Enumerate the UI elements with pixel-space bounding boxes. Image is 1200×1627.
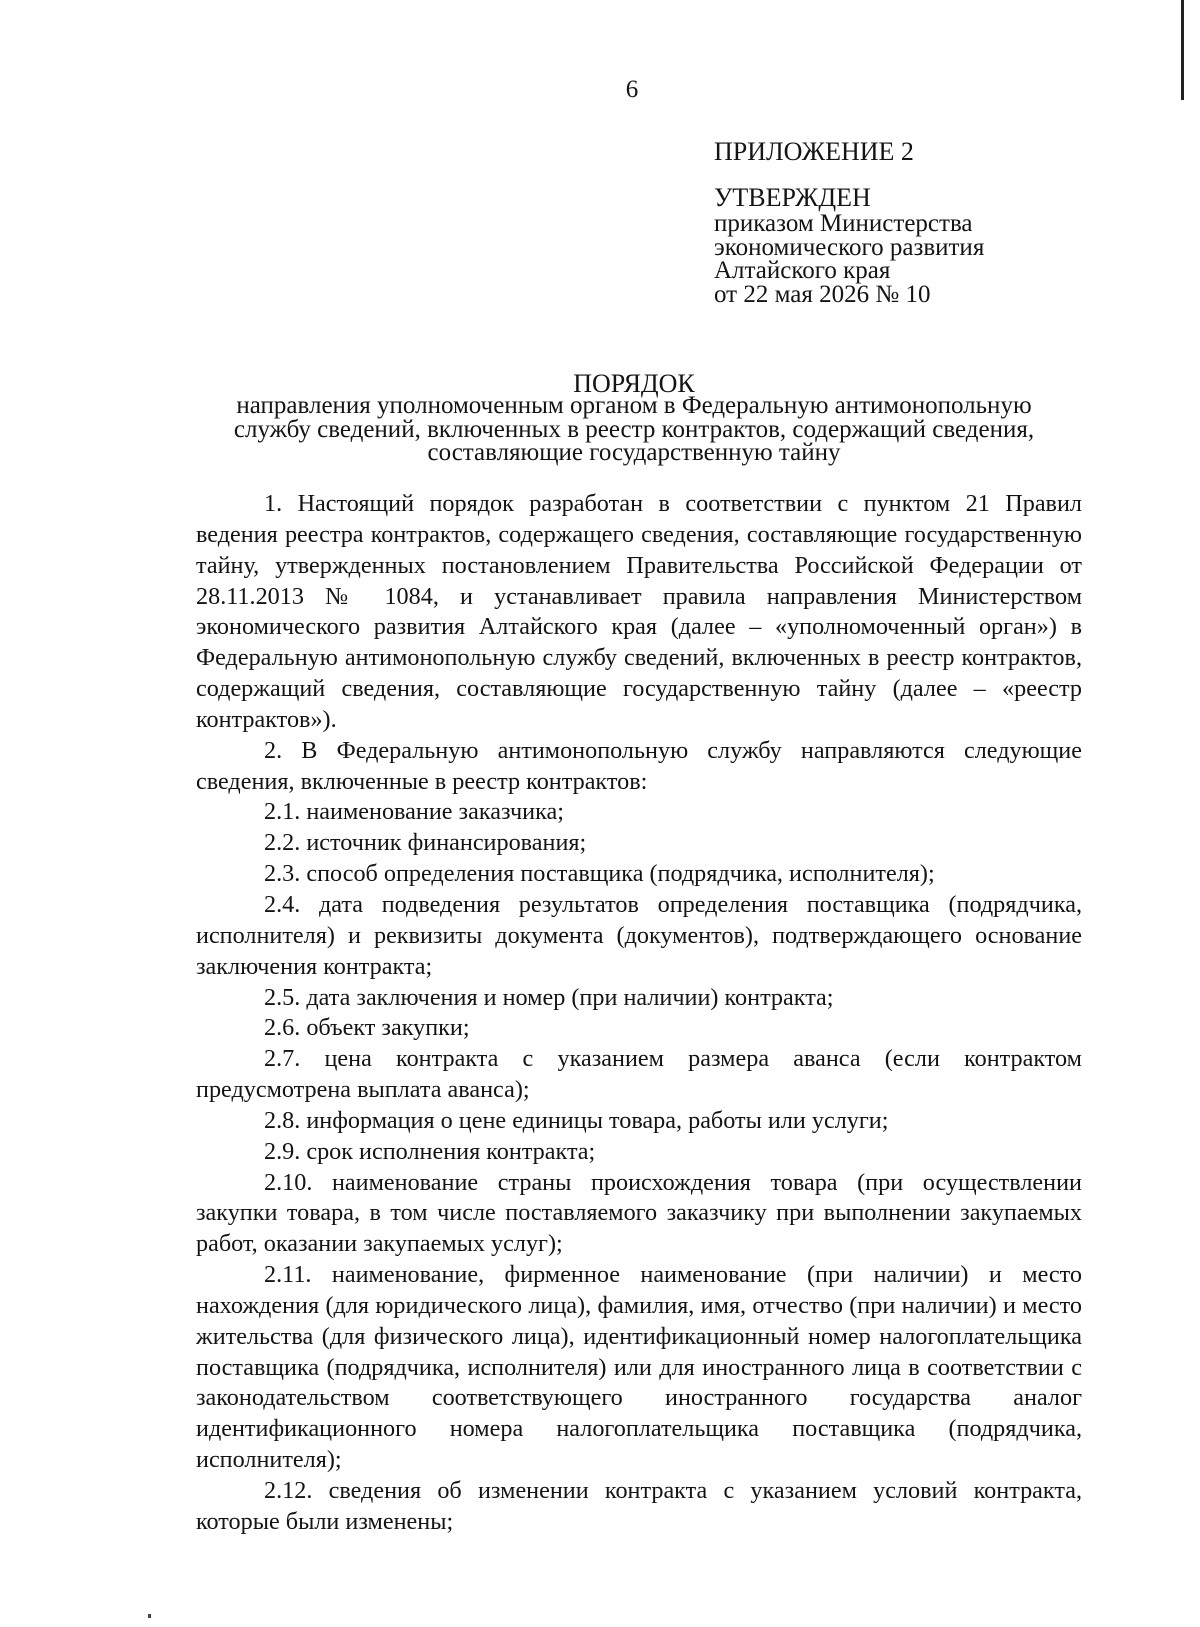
list-item: 2.1. наименование заказчика; (264, 798, 564, 826)
approval-heading: УТВЕРЖДЕН (714, 183, 871, 212)
appendix-label: ПРИЛОЖЕНИЕ 2 (714, 137, 914, 166)
list-item: 2.9. срок исполнения контракта; (264, 1137, 596, 1165)
approval-block (714, 184, 984, 306)
scan-speck (148, 1614, 151, 1618)
list-item: 2.10. наименование страны происхождения товара (при осуществлении закупки товара, в том числе поставляемого заказчику при выполнении закупаемых работ, оказании закупаемых услуг); (196, 1168, 1082, 1258)
approval-line: экономического развития (714, 233, 985, 261)
list-item: 2.12. сведения об изменении контракта с указанием условий контракта, которые были изменены; (196, 1477, 1082, 1535)
document-body (196, 489, 1082, 1538)
approval-line: от 22 мая 2026 № 10 (714, 280, 931, 308)
list-item: 2.11. наименование, фирменное наименование (при наличии) и место нахождения (для юридического лица), фамилия, имя, отчество (при наличии) и место жительства (для физического лица), идентификационный номер налогоплательщика поставщика (подрядчика, исполнителя) или для иностранного лица в соответствии с законодательством соответствующего иностранного государства аналог идентификационного номера налогоплательщика поставщика (подрядчика, исполнителя); (196, 1261, 1082, 1474)
list-item: 2.7. цена контракта с указанием размера аванса (если контрактом предусмотрена выплата аванса); (196, 1045, 1082, 1104)
subtitle-line: направления уполномоченным органом в Федеральную антимонопольную (236, 392, 1032, 419)
list-item: 2.6. объект закупки; (264, 1014, 470, 1042)
page-number: 6 (625, 76, 639, 103)
subtitle-line: составляющие государственную тайну (427, 439, 841, 466)
list-item: 2.8. информация о цене единицы товара, работы или услуги; (264, 1106, 889, 1134)
document-subtitle (180, 394, 1088, 465)
list-item: 2.2. источник финансирования; (264, 829, 587, 857)
paragraph: 2. В Федеральную антимонопольную службу направляются следующие сведения, включенные в реестр контрактов: (196, 736, 1082, 795)
list-item: 2.3. способ определения поставщика (подрядчика, исполнителя); (264, 860, 935, 888)
list-item: 2.5. дата заключения и номер (при наличии) контракта; (264, 983, 834, 1011)
paragraph: 1. Настоящий порядок разработан в соответствии с пунктом 21 Правил ведения реестра контрактов, содержащего сведения, составляющие государственную тайну, утвержденных постановлением Правительства Российской Федерации от 28.11.2013 № 1084, и устанавливает правила направления Министерством экономического развития Алтайского края (далее – «уполномоченный орган») в Федеральную антимонопольную службу сведений, включенных в реестр контрактов, содержащий сведения, составляющие государственную тайну (далее – «реестр контрактов»). (196, 490, 1082, 733)
subtitle-line: службу сведений, включенных в реестр контрактов, содержащий сведения, (233, 415, 1035, 443)
approval-line: Алтайского края (714, 257, 891, 284)
list-item: 2.4. дата подведения результатов определения поставщика (подрядчика, исполнителя) и реквизиты документа (документов), подтверждающего основание заключения контракта; (196, 890, 1082, 980)
approval-line: приказом Министерства (714, 210, 973, 237)
document-title: ПОРЯДОК (573, 369, 695, 398)
